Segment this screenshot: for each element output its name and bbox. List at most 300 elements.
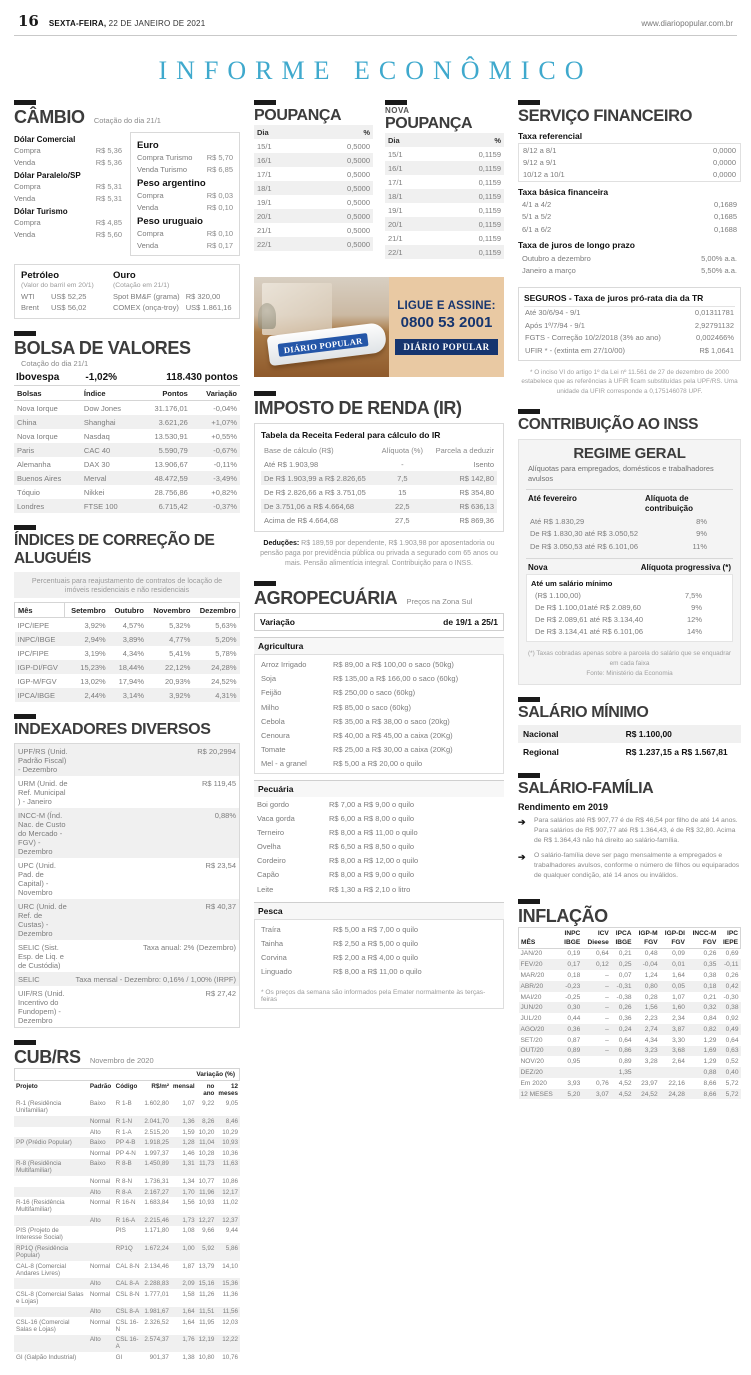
tjlp-row bbox=[518, 252, 741, 264]
alugueis-row bbox=[15, 618, 240, 633]
inflacao-row-cell: 0,92 bbox=[725, 1015, 739, 1023]
inss-nova-row-cell: De R$ 3.134,41 até R$ 6.101,06 bbox=[535, 627, 643, 637]
ir-row-cell: Acima de R$ 4.664,68 bbox=[264, 515, 339, 525]
section-salario-minimo bbox=[518, 697, 741, 761]
pecuaria-subhead: Pecuária bbox=[254, 780, 504, 797]
bolsa-row-cell: Shanghai bbox=[83, 417, 116, 427]
pesca-row-cell: Linguado bbox=[261, 967, 292, 977]
cub-row-cell: 1,87 bbox=[182, 1262, 195, 1270]
ouro-row-cell: R$ 320,00 bbox=[185, 292, 221, 301]
alugueis-row-cell: IPCA/IBGE bbox=[17, 690, 56, 700]
inflacao-row-cell: 3,23 bbox=[644, 1047, 658, 1055]
ir-table bbox=[261, 443, 497, 527]
inflacao-header-cell: IEPE bbox=[722, 938, 738, 946]
servico-title: SERVIÇO FINANCEIRO bbox=[518, 107, 693, 125]
cub-row-cell: PIS (Projeto de Interesse Social) bbox=[16, 1227, 63, 1242]
ir-row-cell: De 3.751,06 a R$ 4.664,68 bbox=[264, 501, 355, 511]
fx-row-cell: Venda bbox=[14, 193, 36, 203]
alugueis-row-cell: 3,92% bbox=[169, 690, 191, 700]
cub-row-cell: 2.288,83 bbox=[144, 1280, 169, 1288]
bolsa-header-cell: Variação bbox=[191, 386, 240, 401]
nova-poupanca-row-cell: 0,1159 bbox=[478, 205, 501, 215]
right-column bbox=[518, 100, 741, 1111]
fx-group-peso-uruguaio bbox=[137, 216, 233, 251]
indexadores-row-cell: 0,88% bbox=[214, 810, 236, 820]
alugueis-title: ÍNDICES DE CORREÇÃO DE ALUGUÉIS bbox=[14, 532, 215, 567]
inflacao-row bbox=[519, 948, 741, 959]
inflacao-row-cell: 3,28 bbox=[644, 1058, 658, 1066]
inflacao-row-cell: 8,66 bbox=[703, 1079, 717, 1087]
cub-header-cell: 12 meses bbox=[218, 1082, 238, 1097]
cambio-right-box bbox=[130, 132, 240, 256]
inflacao-row bbox=[519, 1002, 741, 1013]
cub-row-cell: Alto bbox=[89, 1308, 101, 1316]
nova-poupanca-row bbox=[385, 189, 504, 203]
agro-periodo: de 19/1 a 25/1 bbox=[443, 617, 498, 628]
fx-row-cell: R$ 5,31 bbox=[95, 181, 122, 191]
cub-header-cell: Código bbox=[115, 1082, 138, 1090]
pecuaria-row-cell: R$ 8,00 a R$ 11,00 o quilo bbox=[329, 827, 418, 837]
ad-text-panel bbox=[389, 277, 504, 377]
fx-row bbox=[137, 189, 233, 201]
bolsa-row-cell: 48.472,59 bbox=[154, 473, 188, 483]
inflacao-header-cell: INPC bbox=[564, 929, 581, 937]
nova-poupanca-header-cell: % bbox=[435, 133, 504, 147]
poupanca-row-cell: 22/1 bbox=[257, 239, 272, 249]
section-dash bbox=[14, 331, 36, 336]
ad-brand-logo: DIÁRIO POPULAR bbox=[395, 339, 497, 355]
cub-header-cell: mensal bbox=[172, 1082, 195, 1090]
cub-row-cell: R 8-A bbox=[115, 1188, 132, 1196]
taxa-basica-row-cell: 0,1685 bbox=[714, 212, 737, 222]
cub-header bbox=[14, 1081, 240, 1099]
cub-row-cell: Baixo bbox=[89, 1100, 106, 1108]
cub-row-cell: 1.736,31 bbox=[144, 1177, 169, 1185]
taxa-referencial-row-cell: 0,0000 bbox=[713, 145, 736, 155]
fx-group-title: Peso uruguaio bbox=[137, 216, 203, 227]
nova-poupanca-row-cell: 21/1 bbox=[388, 233, 403, 243]
fx-row-cell: Compra bbox=[14, 217, 41, 227]
taxa-basica-row-cell: 6/1 a 6/2 bbox=[522, 224, 552, 234]
inflacao-row-cell: 0,64 bbox=[618, 1036, 632, 1044]
inflacao-row-cell: 1,07 bbox=[672, 993, 685, 1001]
inflacao-header-cell: Dieese bbox=[587, 938, 609, 946]
agricultura-row-cell: Feijão bbox=[261, 688, 282, 698]
inss-title: CONTRIBUIÇÃO AO INSS bbox=[518, 415, 699, 433]
inflacao-row bbox=[519, 1013, 741, 1024]
inflacao-row-cell: 0,64 bbox=[725, 1036, 739, 1044]
cub-row-cell: GI (Galpão Industrial) bbox=[16, 1354, 77, 1362]
agro-title: AGROPECUÁRIA bbox=[254, 588, 398, 609]
inflacao-row-cell: 0,21 bbox=[703, 993, 717, 1001]
poupanca-row-cell: 0,5000 bbox=[347, 197, 370, 207]
inflacao-header-cell: IGP-DI bbox=[664, 929, 685, 937]
nova-poupanca-row-cell: 0,1159 bbox=[478, 149, 501, 159]
section-dash bbox=[518, 697, 540, 702]
inflacao-row-cell: 0,24 bbox=[618, 1025, 632, 1033]
inss-source: Fonte: Ministério da Economia bbox=[586, 670, 673, 678]
section-indexadores bbox=[14, 714, 240, 1028]
ir-row-cell: Isento bbox=[473, 459, 494, 469]
cub-row-cell: CAL-8 (Comercial Andares Livres) bbox=[16, 1262, 67, 1277]
tjlp-row-cell: Janeiro a março bbox=[522, 265, 576, 275]
website-url[interactable]: www.diariopopular.com.br bbox=[641, 19, 733, 28]
cub-row-cell: 11,51 bbox=[199, 1308, 215, 1316]
cub-row-cell: 11,56 bbox=[222, 1308, 238, 1316]
inflacao-row-cell: JUN/20 bbox=[520, 1004, 543, 1012]
cub-row-cell: 13,79 bbox=[198, 1262, 215, 1270]
indexadores-row bbox=[15, 744, 239, 776]
taxa-basica-row bbox=[518, 199, 741, 211]
inflacao-row-cell: – bbox=[605, 982, 609, 990]
fx-group-title: Peso argentino bbox=[137, 178, 206, 189]
inss-row bbox=[526, 540, 733, 552]
cub-row-cell: 1,58 bbox=[182, 1290, 195, 1298]
inflacao-row-cell: 0,86 bbox=[618, 1047, 632, 1055]
poupanca-row-cell: 18/1 bbox=[257, 183, 272, 193]
cub-row-cell: PP (Prédio Popular) bbox=[16, 1139, 72, 1147]
cub-row-cell: 1,08 bbox=[182, 1227, 195, 1235]
page-title: INFORME ECONÔMICO bbox=[158, 56, 593, 85]
ouro-row bbox=[113, 302, 238, 313]
nova-poupanca-row-cell: 18/1 bbox=[388, 191, 403, 201]
fx-row-cell: R$ 0,10 bbox=[206, 228, 233, 238]
poupanca-row-cell: 16/1 bbox=[257, 155, 272, 165]
indexadores-row-cell: Taxa mensal - Dezembro: 0,16% / 1,00% (IRPF) bbox=[75, 974, 236, 984]
taxa-referencial-box bbox=[518, 143, 741, 182]
ad-phone-number[interactable]: 0800 53 2001 bbox=[400, 313, 493, 331]
inflacao-header-cell bbox=[519, 927, 560, 936]
fx-row-cell: Compra Turismo bbox=[137, 152, 193, 162]
petroleo-row-cell: Brent bbox=[21, 303, 39, 312]
cub-row-cell bbox=[14, 1278, 88, 1289]
pesca-row-cell: Corvina bbox=[261, 953, 287, 963]
cub-row-cell: 2.167,27 bbox=[144, 1188, 169, 1196]
ir-row-cell: 27,5 bbox=[395, 515, 410, 525]
inflacao-row-cell: Em 2020 bbox=[520, 1079, 547, 1087]
cub-row-cell: 1.777,01 bbox=[144, 1290, 169, 1298]
cub-row-cell: 15,36 bbox=[222, 1280, 238, 1288]
inflacao-row-cell: 0,52 bbox=[725, 1058, 739, 1066]
bolsa-row bbox=[14, 457, 240, 471]
fx-row bbox=[137, 151, 233, 163]
inflacao-row-cell bbox=[634, 1067, 660, 1078]
inflacao-row-cell: 1,60 bbox=[672, 1004, 685, 1012]
ouro-title: Ouro bbox=[113, 270, 136, 281]
inflacao-row-cell: 4,34 bbox=[644, 1036, 658, 1044]
section-dash bbox=[14, 100, 36, 105]
subscription-ad[interactable] bbox=[254, 277, 504, 377]
inflacao-row-cell: 0,38 bbox=[725, 1004, 739, 1012]
inss-nova-row-cell: 9% bbox=[691, 603, 702, 613]
inflacao-row-cell: NOV/20 bbox=[520, 1058, 544, 1066]
fx-row bbox=[14, 156, 122, 168]
ouro-row-cell: US$ 1.861,16 bbox=[185, 303, 232, 312]
cub-row-cell: 10,77 bbox=[198, 1177, 215, 1185]
inflacao-row-cell: SET/20 bbox=[520, 1036, 543, 1044]
left-column bbox=[14, 100, 240, 1375]
pesca-row-cell: R$ 2,00 a R$ 4,00 o quilo bbox=[333, 953, 419, 963]
cub-row-cell: CSL-8 (Comercial Salas e Lojas) bbox=[16, 1290, 84, 1305]
nova-poupanca-row bbox=[385, 231, 504, 245]
fx-row-cell: Venda bbox=[14, 157, 36, 167]
inflacao-row-cell: JUL/20 bbox=[520, 1015, 542, 1023]
inss-box bbox=[518, 439, 741, 685]
inflacao-row-cell: – bbox=[605, 993, 609, 1001]
cub-row-cell: 1,70 bbox=[182, 1188, 195, 1196]
cub-row-cell: GI bbox=[115, 1354, 123, 1362]
cub-row-cell: R-16 (Residência Multifamiliar) bbox=[16, 1199, 65, 1214]
cub-row-cell: CSL 8-A bbox=[115, 1308, 140, 1316]
alugueis-row-cell: 5,20% bbox=[215, 634, 237, 644]
seguros-row bbox=[524, 332, 735, 345]
inflacao-row bbox=[519, 1078, 741, 1089]
alugueis-row-cell: 5,63% bbox=[215, 620, 237, 630]
pecuaria-table bbox=[254, 797, 504, 896]
inflacao-row-cell: – bbox=[605, 1036, 609, 1044]
cub-row-cell bbox=[14, 1176, 88, 1187]
inflacao-row-cell: 0,42 bbox=[725, 982, 739, 990]
regime-geral-title: REGIME GERAL bbox=[573, 444, 686, 462]
cub-row-cell: 1,28 bbox=[182, 1139, 195, 1147]
bolsa-row-cell: +0,55% bbox=[211, 431, 237, 441]
inflacao-row-cell: 3,93 bbox=[567, 1079, 581, 1087]
alugueis-row-cell: 20,93% bbox=[164, 676, 191, 686]
indexadores-row bbox=[15, 858, 239, 899]
date-rest: 22 DE JANEIRO DE 2021 bbox=[106, 19, 206, 28]
agricultura-row bbox=[258, 728, 500, 742]
salario-minimo-row bbox=[518, 725, 741, 743]
alugueis-row-cell: IGP-M/FGV bbox=[17, 676, 57, 686]
cub-row-cell: 1,34 bbox=[182, 1177, 195, 1185]
inflacao-row-cell: -0,23 bbox=[565, 982, 581, 990]
fx-group-dolar-paralelo bbox=[14, 171, 122, 204]
weekday: SEXTA-FEIRA, bbox=[48, 19, 107, 28]
poupanca-header bbox=[254, 125, 373, 139]
salario-minimo-table bbox=[518, 725, 741, 761]
section-inss bbox=[518, 409, 741, 685]
cub-row-cell: 12,37 bbox=[222, 1216, 238, 1224]
alugueis-row-cell: 5,41% bbox=[169, 648, 191, 658]
ouro-note: (Cotação em 21/1) bbox=[113, 282, 170, 289]
nova-poupanca-row bbox=[385, 161, 504, 175]
cub-row-cell: 1,31 bbox=[182, 1160, 195, 1168]
fx-row-cell: R$ 6,85 bbox=[206, 164, 233, 174]
ir-row bbox=[261, 471, 497, 485]
cub-row-cell: 11,26 bbox=[199, 1290, 215, 1298]
inflacao-header-cell: ICV bbox=[597, 929, 609, 937]
salario-familia-subtitle: Rendimento em 2019 bbox=[518, 801, 609, 812]
fx-row-cell: Venda bbox=[14, 229, 36, 239]
cub-row-cell: 2.041,70 bbox=[144, 1117, 169, 1125]
inflacao-row-cell: 0,95 bbox=[567, 1058, 581, 1066]
pesca-box bbox=[254, 919, 504, 1009]
cub-header-cell: no ano bbox=[203, 1082, 215, 1097]
cub-row-cell: 2.134,46 bbox=[144, 1262, 169, 1270]
deducoes-label: Deduções: bbox=[263, 540, 300, 547]
poupanca-header-cell: % bbox=[303, 125, 373, 139]
cub-row-cell: Normal bbox=[89, 1262, 111, 1270]
inflacao-row-cell: 0,18 bbox=[567, 972, 581, 979]
seguros-row bbox=[524, 319, 735, 332]
inflacao-header-cell: IPCA bbox=[615, 929, 632, 937]
cub-row-cell: R-8 (Residência Multifamiliar) bbox=[16, 1160, 62, 1175]
inflacao-row-cell: 0,21 bbox=[618, 950, 632, 958]
seguros-row-cell: FGTS - Correção 10/2/2018 (3% ao ano) bbox=[525, 333, 661, 343]
cub-row bbox=[14, 1099, 240, 1117]
bolsa-row bbox=[14, 401, 240, 416]
cub-row-cell: 2,09 bbox=[182, 1280, 195, 1288]
inflacao-row-cell: 22,16 bbox=[668, 1079, 685, 1087]
poupanca-row bbox=[254, 209, 373, 223]
inss-table-2 bbox=[531, 589, 728, 638]
seguros-row-cell: R$ 1,0641 bbox=[699, 346, 734, 356]
cub-row-cell: Normal bbox=[89, 1177, 111, 1185]
alugueis-header bbox=[15, 603, 240, 618]
cub-table bbox=[14, 1081, 240, 1363]
taxa-referencial-row bbox=[519, 156, 740, 168]
poupanca-title: POUPANÇA bbox=[254, 107, 342, 124]
inss-row bbox=[526, 528, 733, 540]
cub-row bbox=[14, 1127, 240, 1138]
alugueis-row-cell: 13,02% bbox=[80, 676, 106, 686]
inflacao-row-cell: -0,30 bbox=[723, 993, 739, 1001]
inflacao-row-cell: 0,26 bbox=[725, 972, 739, 979]
cub-row bbox=[14, 1187, 240, 1198]
cub-row-cell: 1.981,67 bbox=[144, 1308, 169, 1316]
inflacao-row-cell: 24,28 bbox=[668, 1090, 685, 1098]
cub-row-cell: 1,36 bbox=[182, 1117, 195, 1125]
inflacao-row-cell: – bbox=[605, 1004, 609, 1012]
fx-row-cell: Venda Turismo bbox=[137, 164, 188, 174]
alugueis-row bbox=[15, 632, 240, 646]
cub-row-cell bbox=[14, 1335, 88, 1353]
cub-row-cell: 9,44 bbox=[225, 1227, 238, 1235]
cambio-left bbox=[14, 132, 122, 256]
nova-poupanca-header-cell: Dia bbox=[385, 133, 435, 147]
fx-row bbox=[137, 163, 233, 175]
taxa-referencial-row-cell: 8/12 a 8/1 bbox=[523, 145, 557, 155]
cub-row bbox=[14, 1261, 240, 1279]
pecuaria-row bbox=[254, 868, 504, 882]
nova-poupanca-row-cell: 19/1 bbox=[388, 205, 403, 215]
inss-h1-left: Até fevereiro bbox=[528, 493, 577, 503]
cambio-title: CÂMBIO bbox=[14, 107, 85, 127]
indexadores-row bbox=[15, 776, 239, 808]
cub-row-cell bbox=[14, 1307, 88, 1318]
bolsa-row-cell: 5.590,79 bbox=[158, 445, 188, 455]
petroleo-row-cell: WTI bbox=[21, 292, 35, 301]
ir-table-title: Tabela da Receita Federal para cálculo do IR bbox=[261, 430, 441, 440]
inss-nova-row bbox=[531, 589, 728, 601]
ir-row-cell: R$ 142,80 bbox=[459, 473, 494, 483]
pesca-row bbox=[258, 951, 500, 965]
indexadores-box bbox=[14, 743, 240, 1028]
agricultura-row bbox=[258, 743, 500, 757]
inflacao-row bbox=[519, 1056, 741, 1067]
pecuaria-box bbox=[254, 797, 504, 896]
inflacao-row-cell: MAI/20 bbox=[520, 993, 542, 1001]
inflacao-row-cell: 1,24 bbox=[644, 972, 658, 979]
inflacao-row-cell: 2,74 bbox=[644, 1025, 658, 1033]
nova-poupanca-row-cell: 17/1 bbox=[388, 177, 403, 187]
cub-row-cell: 1,59 bbox=[182, 1128, 195, 1136]
cub-row-cell bbox=[14, 1127, 88, 1138]
inflacao-header-cell: MÊS bbox=[521, 938, 536, 946]
cub-row-cell: 1,38 bbox=[182, 1354, 195, 1362]
nova-poupanca-row-cell: 0,1159 bbox=[478, 247, 501, 257]
seguros-row-cell: 0,01311781 bbox=[694, 308, 734, 318]
agricultura-row-cell: R$ 35,00 a R$ 38,00 o saco (20kg) bbox=[333, 716, 450, 726]
cub-row-cell: R 16-N bbox=[115, 1199, 136, 1207]
inflacao-row-cell: -0,11 bbox=[723, 961, 739, 969]
cub-row bbox=[14, 1215, 240, 1226]
agricultura-row bbox=[258, 714, 500, 728]
fx-row-cell: R$ 0,10 bbox=[206, 202, 233, 212]
inss-row-cell: 9% bbox=[696, 529, 707, 539]
cub-row bbox=[14, 1278, 240, 1289]
cub-row-cell: PP 4-N bbox=[115, 1149, 136, 1157]
alugueis-row-cell: IPC/FIPE bbox=[17, 648, 49, 658]
inss-nova-row-cell: 7,5% bbox=[684, 590, 702, 600]
nova-poupanca-row-cell: 0,1159 bbox=[478, 163, 501, 173]
ir-box bbox=[254, 423, 504, 532]
fx-group-dolar-turismo bbox=[14, 207, 122, 240]
inflacao-row-cell: FEV/20 bbox=[520, 961, 543, 969]
ouro-row-cell: Spot BM&F (grama) bbox=[113, 292, 180, 301]
ibovespa-label: Ibovespa bbox=[16, 372, 60, 383]
section-dash bbox=[254, 100, 276, 105]
cub-row-cell: Alto bbox=[89, 1216, 101, 1224]
cub-row-cell: R 1-A bbox=[115, 1128, 132, 1136]
bolsa-header-cell: Bolsas bbox=[14, 386, 81, 401]
ir-row-cell: De R$ 2.826,66 a R$ 3.751,05 bbox=[264, 487, 366, 497]
agricultura-row-cell: R$ 40,00 a R$ 45,00 a caixa (20Kg) bbox=[333, 730, 453, 740]
cub-row-cell bbox=[14, 1187, 88, 1198]
inflacao-row-cell: 1,35 bbox=[618, 1069, 632, 1077]
inflacao-row-cell: 0,36 bbox=[618, 1015, 632, 1023]
tube-brand-band bbox=[278, 333, 369, 357]
section-bolsa bbox=[14, 331, 240, 513]
ad-photo-plant bbox=[258, 303, 276, 329]
inss-table-1 bbox=[526, 516, 733, 553]
inflacao-row-cell: 0,05 bbox=[672, 982, 685, 990]
inflacao-row bbox=[519, 1035, 741, 1046]
inflacao-row-cell: 5,72 bbox=[725, 1079, 739, 1087]
cub-row-cell: 1,73 bbox=[182, 1216, 195, 1224]
cub-row-cell: 2.326,52 bbox=[144, 1318, 169, 1326]
cub-row-cell: 12,27 bbox=[198, 1216, 215, 1224]
agricultura-row bbox=[258, 757, 500, 771]
ir-row bbox=[261, 513, 497, 527]
nova-poupanca-header bbox=[385, 133, 504, 147]
fx-row bbox=[14, 180, 122, 192]
section-dash bbox=[518, 773, 540, 778]
tjlp-box bbox=[518, 252, 741, 276]
section-dash bbox=[385, 100, 407, 105]
poupanca-row-cell: 15/1 bbox=[257, 141, 272, 151]
agricultura-row-cell: R$ 85,00 o saco (60kg) bbox=[333, 702, 411, 712]
inss-nova-row-cell: De R$ 1.100,01até R$ 2.089,60 bbox=[535, 603, 641, 613]
seguros-title: SEGUROS - Taxa de juros pró-rata dia da TR bbox=[524, 291, 735, 307]
cub-row-cell: 1.683,84 bbox=[144, 1199, 169, 1207]
inflacao-row-cell: DEZ/20 bbox=[520, 1069, 543, 1077]
bolsa-header-cell: Índice bbox=[81, 386, 138, 401]
alugueis-row bbox=[15, 674, 240, 688]
fx-row-cell: Venda bbox=[137, 240, 159, 250]
alugueis-row-cell: IGP-DI/FGV bbox=[17, 662, 58, 672]
salario-minimo-row-cell: R$ 1.100,00 bbox=[625, 728, 672, 739]
